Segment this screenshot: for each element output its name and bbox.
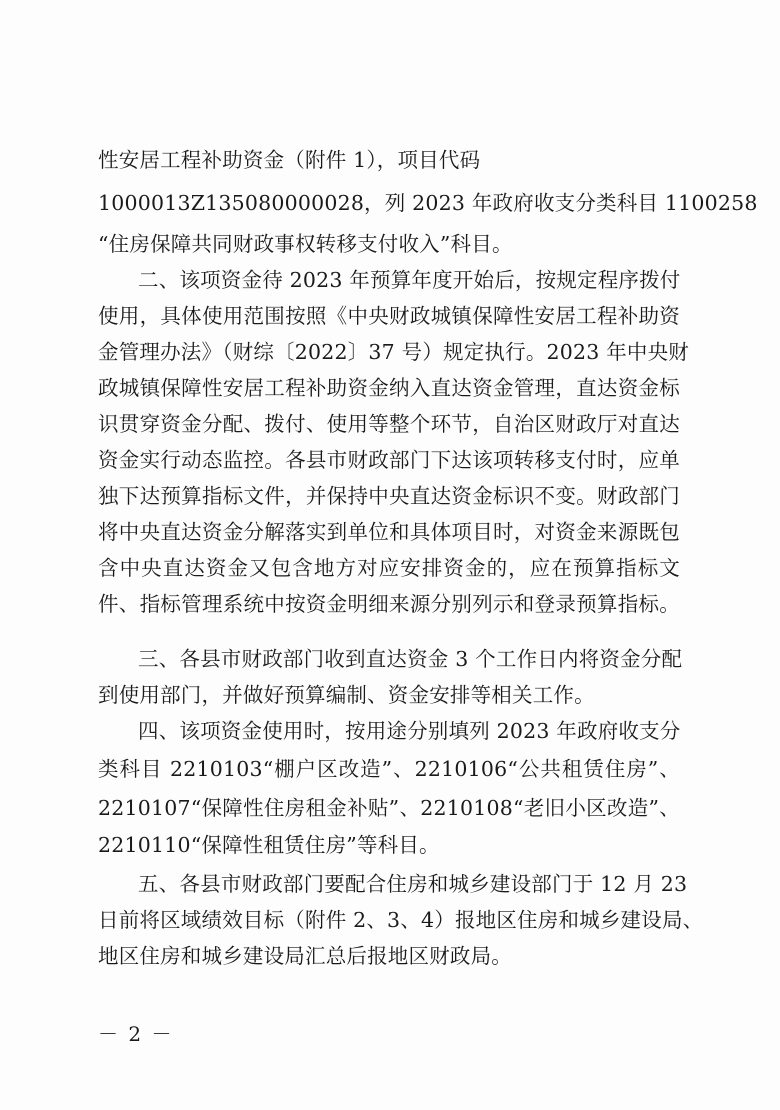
text-line: 独下达预算指标文件，并保持中央直达资金标识不变。财政部门 xyxy=(98,484,680,508)
text-line: 将中央直达资金分解落实到单位和具体项目时，对资金来源既包 xyxy=(98,520,680,544)
paragraph-first-line: 二、该项资金待 2023 年预算年度开始后，按规定程序拨付 xyxy=(138,268,681,292)
paragraph-first-line: 三、各县市财政部门收到直达资金 3 个工作日内将资金分配 xyxy=(138,647,683,671)
text-line: 金管理办法》（财综〔2022〕37 号）规定执行。2023 年中央财 xyxy=(98,340,690,364)
text-line: 性安居工程补助资金（附件 1），项目代码 xyxy=(98,148,481,172)
text-line: 政城镇保障性安居工程补助资金纳入直达资金管理，直达资金标 xyxy=(98,376,680,400)
text-line: 件、指标管理系统中按资金明细来源分别列示和登录预算指标。 xyxy=(98,592,680,616)
paragraph-first-line: 五、各县市财政部门要配合住房和城乡建设部门于 12 月 23 xyxy=(138,872,688,896)
text-line: 使用，具体使用范围按照《中央财政城镇保障性安居工程补助资 xyxy=(98,304,680,328)
text-line: 地区住房和城乡建设局汇总后报地区财政局。 xyxy=(98,944,512,968)
text-line: 识贯穿资金分配、拨付、使用等整个环节，自治区财政厅对直达 xyxy=(98,412,680,436)
text-line: 1000013Z135080000028，列 2023 年政府收支分类科目 1100258 xyxy=(98,191,758,215)
text-line: 资金实行动态监控。各县市财政部门下达该项转移支付时，应单 xyxy=(98,448,680,472)
paragraph-first-line: 四、该项资金使用时，按用途分别填列 2023 年政府收支分 xyxy=(138,719,681,743)
page-number: － 2 － xyxy=(98,1022,174,1046)
text-line: 日前将区域绩效目标（附件 2、3、4）报地区住房和城乡建设局、 xyxy=(98,908,704,932)
text-line: 含中央直达资金又包含地方对应安排资金的，应在预算指标文 xyxy=(98,556,680,580)
text-line: 2210107“保障性住房租金补贴”、2210108“老旧小区改造”、 xyxy=(98,796,680,820)
text-line: 类科目 2210103“棚户区改造”、2210106“公共租赁住房”、 xyxy=(98,757,680,781)
text-line: 到使用部门，并做好预算编制、资金安排等相关工作。 xyxy=(98,683,595,707)
text-line: 2210110“保障性租赁住房”等科目。 xyxy=(98,833,440,857)
text-line: “住房保障共同财政事权转移支付收入”科目。 xyxy=(98,232,513,256)
